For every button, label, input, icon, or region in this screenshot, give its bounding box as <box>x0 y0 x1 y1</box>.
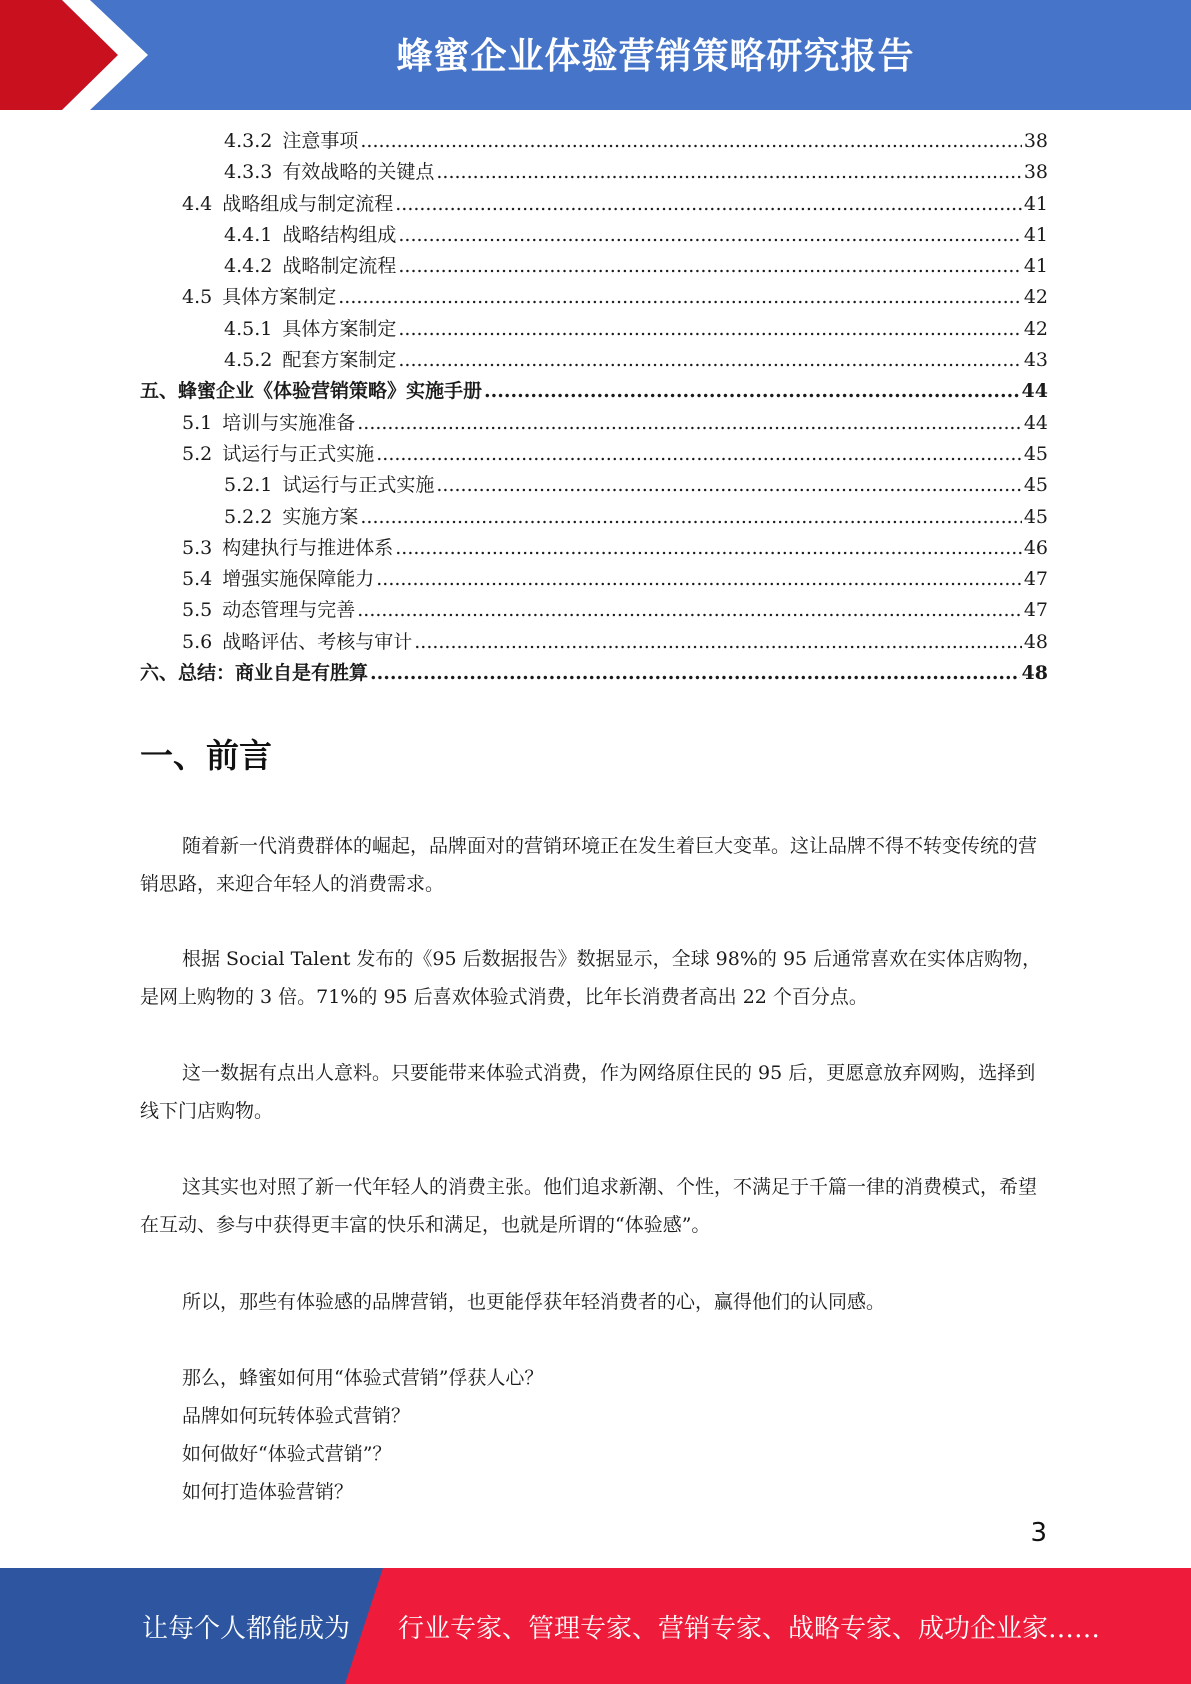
body-paragraph: 根据 Social Talent 发布的《95 后数据报告》数据显示，全球 98%的 95 后通常喜欢在实体店购物，是网上购物的 3 倍。71%的 95 后喜欢体验式消费，比年长消费者高出 22 个百分点。 <box>140 948 1042 1008</box>
toc-entry[interactable] <box>140 627 1048 658</box>
body-paragraph: 这一数据有点出人意料。只要能带来体验式消费，作为网络原住民的 95 后，更愿意放弃网购，选择到线下门店购物。 <box>140 1062 1036 1122</box>
toc-dot-leader <box>360 126 1021 157</box>
toc-entry-number: 六、 <box>140 662 179 685</box>
toc-entry-title: 具体方案制定 <box>222 286 337 309</box>
toc-entry-title: 战略评估、考核与审计 <box>222 630 413 653</box>
toc-entry-page: 41 <box>1023 255 1048 278</box>
toc-entry-page: 44 <box>1023 411 1048 434</box>
toc-entry-page: 45 <box>1023 474 1048 497</box>
toc-dot-leader <box>436 157 1021 188</box>
toc-entry-page: 42 <box>1023 317 1048 340</box>
section-heading: 一、前言 <box>140 736 272 775</box>
toc-dot-leader <box>398 345 1021 376</box>
header-title: 蜂蜜企业体验营销策略研究报告 <box>396 36 915 77</box>
toc-entry-number: 5.5 <box>182 599 213 622</box>
toc-entry[interactable] <box>140 220 1048 251</box>
toc-entry[interactable] <box>140 408 1048 439</box>
toc-entry-number: 4.4.2 <box>224 255 273 278</box>
toc-entry[interactable] <box>140 157 1048 188</box>
toc-entry-number: 5.1 <box>182 411 213 434</box>
toc-entry-page: 41 <box>1023 192 1048 215</box>
toc-entry-page: 38 <box>1023 161 1048 184</box>
toc-entry-page: 48 <box>1023 630 1048 653</box>
footer-slogan-left: 让每个人都能成为 <box>142 1614 351 1644</box>
body-paragraph: 所以，那些有体验感的品牌营销，也更能俘获年轻消费者的心，赢得他们的认同感。 <box>182 1291 886 1313</box>
body-paragraph: 随着新一代消费群体的崛起，品牌面对的营销环境正在发生着巨大变革。这让品牌不得不转变传统的营销思路，来迎合年轻人的消费需求。 <box>140 835 1038 895</box>
toc-dot-leader <box>484 376 1020 407</box>
toc-entry-title: 增强实施保障能力 <box>222 568 375 591</box>
toc-entry[interactable] <box>140 470 1048 501</box>
toc-entry-number: 5.2.2 <box>224 505 273 528</box>
toc-entry-title: 有效战略的关键点 <box>282 161 435 184</box>
table-of-contents <box>140 126 1048 689</box>
toc-entry-page: 47 <box>1023 568 1048 591</box>
toc-dot-leader <box>395 189 1022 220</box>
toc-entry-number: 4.5.1 <box>224 317 273 340</box>
page-number: 3 <box>1030 1518 1047 1548</box>
toc-entry[interactable] <box>140 533 1048 564</box>
page-header <box>0 0 1191 110</box>
toc-entry-number: 5.3 <box>182 536 213 559</box>
toc-dot-leader <box>357 595 1022 626</box>
footer-slogan-right: 行业专家、管理专家、营销专家、战略专家、成功企业家…… <box>398 1614 1101 1644</box>
toc-entry[interactable] <box>140 189 1048 220</box>
question-line: 如何打造体验营销？ <box>182 1481 354 1503</box>
toc-entry-page: 44 <box>1021 380 1048 403</box>
toc-entry-title: 试运行与正式实施 <box>222 442 375 465</box>
toc-entry[interactable] <box>140 595 1048 626</box>
toc-entry-number: 5.4 <box>182 568 213 591</box>
toc-dot-leader <box>376 439 1022 470</box>
toc-entry-number: 4.3.2 <box>224 130 273 152</box>
toc-entry-title: 蜂蜜企业《体验营销策略》实施手册 <box>178 380 483 403</box>
body-paragraph: 这其实也对照了新一代年轻人的消费主张。他们追求新潮、个性，不满足于千篇一律的消费模式，希望在互动、参与中获得更丰富的快乐和满足，也就是所谓的“体验感”。 <box>140 1176 1038 1236</box>
toc-entry[interactable] <box>140 126 1048 157</box>
question-line: 品牌如何玩转体验式营销？ <box>182 1405 411 1427</box>
toc-entry[interactable] <box>140 564 1048 595</box>
toc-entry-number: 5.2 <box>182 442 213 465</box>
toc-dot-leader <box>398 220 1021 251</box>
toc-entry[interactable] <box>140 314 1048 345</box>
toc-entry-number: 4.3.3 <box>224 161 273 184</box>
toc-entry-title: 实施方案 <box>282 505 359 528</box>
toc-entry[interactable] <box>140 376 1048 407</box>
page-footer <box>0 1568 1191 1684</box>
toc-entry-page: 45 <box>1023 442 1048 465</box>
toc-entry-page: 43 <box>1023 349 1048 372</box>
toc-entry-number: 4.5.2 <box>224 349 273 372</box>
question-line: 那么，蜂蜜如何用“体验式营销”俘获人心？ <box>182 1367 544 1389</box>
toc-entry[interactable] <box>140 439 1048 470</box>
toc-entry-page: 48 <box>1021 662 1048 685</box>
toc-entry-title: 动态管理与完善 <box>222 599 356 622</box>
toc-dot-leader <box>398 314 1021 345</box>
toc-entry[interactable] <box>140 282 1048 313</box>
toc-dot-leader <box>414 627 1022 658</box>
toc-entry-title: 构建执行与推进体系 <box>222 536 394 559</box>
toc-dot-leader <box>398 251 1021 282</box>
toc-entry-number: 五、 <box>140 380 179 403</box>
toc-entry-title: 具体方案制定 <box>282 317 397 340</box>
toc-entry-number: 5.2.1 <box>224 474 273 497</box>
toc-dot-leader <box>370 658 1020 689</box>
toc-entry-title: 战略制定流程 <box>282 255 397 278</box>
toc-entry[interactable] <box>140 251 1048 282</box>
toc-entry[interactable] <box>140 658 1048 689</box>
question-line: 如何做好“体验式营销”？ <box>182 1443 392 1465</box>
toc-entry-number: 5.6 <box>182 630 213 653</box>
toc-entry-title: 配套方案制定 <box>282 349 397 372</box>
toc-entry-title: 培训与实施准备 <box>222 411 356 434</box>
toc-entry-title: 试运行与正式实施 <box>282 474 435 497</box>
toc-entry-title: 战略组成与制定流程 <box>222 192 394 215</box>
toc-entry[interactable] <box>140 345 1048 376</box>
toc-dot-leader <box>360 502 1021 533</box>
toc-entry-title: 总结：商业自是有胜算 <box>178 662 369 685</box>
toc-dot-leader <box>436 470 1021 501</box>
toc-entry-page: 45 <box>1023 505 1048 528</box>
toc-entry[interactable] <box>140 502 1048 533</box>
toc-dot-leader <box>376 564 1022 595</box>
toc-dot-leader <box>338 282 1022 313</box>
toc-entry-page: 38 <box>1023 130 1048 152</box>
toc-entry-number: 4.5 <box>182 286 213 309</box>
toc-entry-page: 47 <box>1023 599 1048 622</box>
toc-entry-title: 注意事项 <box>282 130 359 152</box>
toc-entry-page: 46 <box>1023 536 1048 559</box>
toc-entry-number: 4.4.1 <box>224 223 273 246</box>
toc-entry-title: 战略结构组成 <box>282 223 397 246</box>
toc-entry-page: 42 <box>1023 286 1048 309</box>
toc-entry-page: 41 <box>1023 223 1048 246</box>
toc-entry-number: 4.4 <box>182 192 213 215</box>
toc-dot-leader <box>357 408 1022 439</box>
toc-dot-leader <box>395 533 1022 564</box>
